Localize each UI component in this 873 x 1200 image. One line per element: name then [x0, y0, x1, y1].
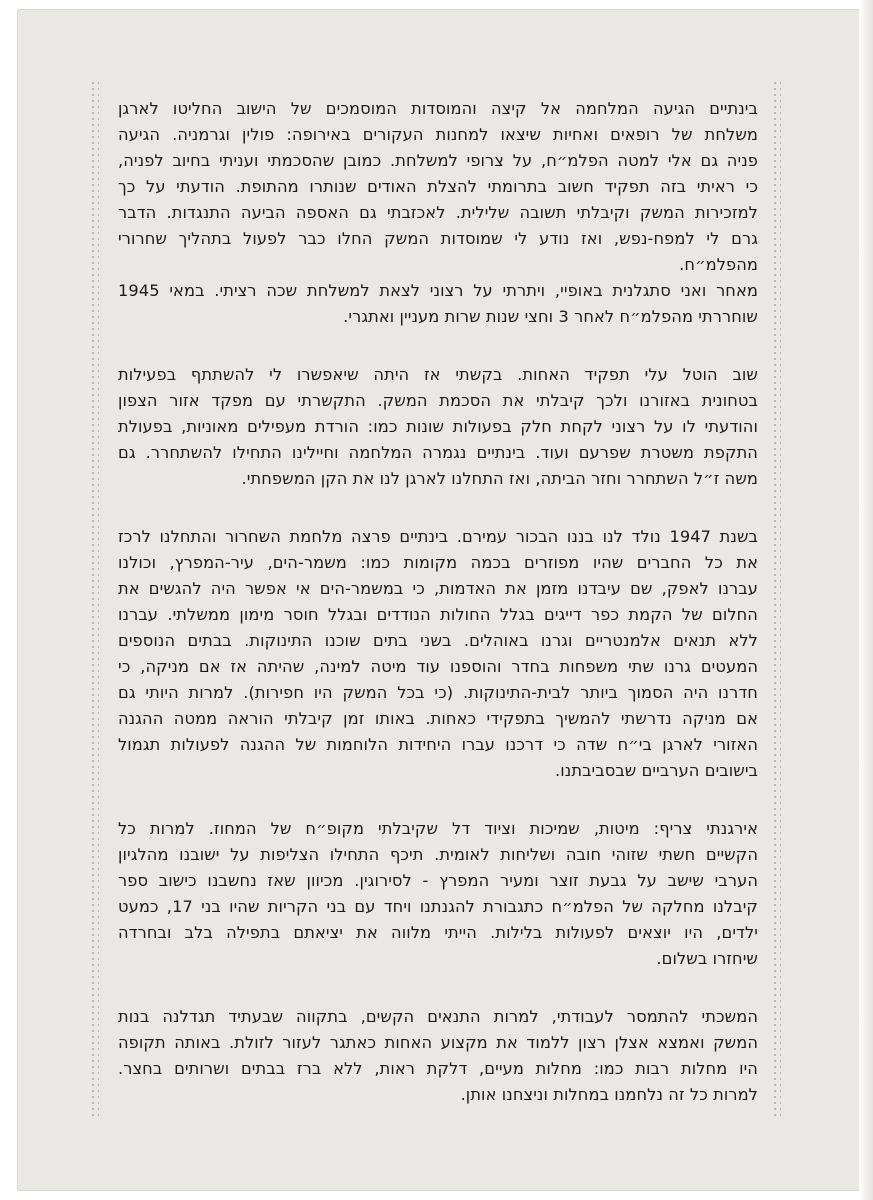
- text-line: את כל החברים שהיו מפוזרים בכמה מקומות כמו: משמר-הים, עיר-המפרץ, וכולנו: [118, 553, 758, 572]
- text-line: עברנו לאפק, שם עיבדנו מזמן את האדמות, כי במשמר-הים אי אפשר היה להגשים את: [118, 579, 758, 598]
- scan-edge: [859, 0, 873, 1200]
- text-line: שוב הוטל עלי תפקיד האחות. בקשתי אז היתה שיאפשרו לי להשתתף בפעילות: [118, 365, 758, 384]
- decorative-border-right: [772, 80, 781, 1120]
- text-line: הערבי שישב על גבעת זוצר ומעיר המפרץ - לסירוגין. מכיוון שאז נחשבנו כישוב ספר: [118, 871, 758, 890]
- text-line: היו מחלות רבות כמו: מחלות מעיים, דלקת ראות, ללא ברז בבתים ושרותים בחצר.: [118, 1059, 758, 1078]
- text-line: הקשיים חשתי שזוהי חובה ושליחות לאומית. תיכף התחילו הצליפות על ישובנו מהלגיון: [118, 845, 758, 864]
- text-line: החלום של הקמת כפר דייגים בגלל החולות הנודדים ובגלל חוסר מימון ממשלתי. עברנו: [118, 605, 758, 624]
- text-line: מאחר ואני סתגלנית באופיי, ויתרתי על רצוני לצאת למשלחת שכה רציתי. במאי 1945: [118, 281, 758, 300]
- text-line: משה ז״ל השתחרר וחזר הביתה, ואז התחלנו לארגן לנו את הקן המשפחתי.: [241, 469, 758, 488]
- text-line: למזכירות המשק וקיבלתי תשובה שלילית. לאכזבתי גם האספה הביעה התנגדות. הדבר: [118, 203, 758, 222]
- paragraph-gap: [118, 492, 758, 524]
- text-line: בשנת 1947 נולד לנו בננו הבכור עמירם. בינתיים פרצה מלחמת השחרור והתחלנו לרכז: [118, 527, 759, 546]
- paragraph-4: [118, 524, 758, 784]
- text-line: האזורי לארגן בי״ח שדה כי דרכנו עברו היחידות הלוחמות של ההגנה לפעולות תגמול: [118, 735, 758, 754]
- text-line: אירגנתי צריף: מיטות, שמיכות וציוד דל שקיבלתי מקופ״ח של המחוז. למרות כל: [118, 819, 758, 838]
- text-line: גרם לי למפח-נפש, ואז נודע לי שמוסדות המשק החלו כבר לפעול בתהליך שחרורי: [118, 229, 758, 248]
- paragraph-gap: [118, 972, 758, 1004]
- text-line: המשק ואמצא אצלן רצון ללמוד את מקצוע האחות כאתגר לעזור לזולת. באותה תקופה: [118, 1033, 758, 1052]
- text-line: המעטים גרנו שתי משפחות בחדר והוספנו עוד מיטה למינה, שהיתה אז אם מניקה, כי: [118, 657, 758, 676]
- decorative-border-left: [90, 80, 99, 1120]
- document-body: [118, 96, 758, 1108]
- text-line: התקפת משטרת שפרעם ועוד. בינתיים נגמרה המלחמה וחיילינו התחילו להשתחרר. גם: [118, 443, 758, 462]
- paragraph-5: [118, 816, 758, 972]
- text-line: משלחת של רופאים ואחיות שיצאו למחנות העקורים באירופה: פולין וגרמניה. הגיעה: [118, 125, 758, 144]
- text-line: פניה גם אלי למטה הפלמ״ח, על צרופי למשלחת. כמובן שהסכמתי ועניתי בחיוב לפניה,: [118, 151, 758, 170]
- paragraph-1: [118, 96, 758, 278]
- paragraph-2: [118, 278, 758, 330]
- text-line: ילדים, היו יוצאים לפעולות בלילות. הייתי מלווה את יציאתם בתפילה בלב ובחרדה: [118, 923, 758, 942]
- paragraph-gap: [118, 330, 758, 362]
- text-line: שוחררתי מהפלמ״ח לאחר 3 וחצי שנות שרות מעניין ואתגרי.: [343, 307, 758, 326]
- paragraph-3: [118, 362, 758, 492]
- text-line: בישובים הערביים שבסביבתנו.: [555, 761, 758, 780]
- text-line: חדרנו היה הסמוך ביותר לבית-התינוקות. (כי בכל המשק היו חפירות). למרות היותי גם: [118, 683, 758, 702]
- text-line: למרות כל זה נלחמנו במחלות וניצחנו אותן.: [460, 1085, 758, 1104]
- text-line: קיבלנו מחלקה של הפלמ״ח כתגבורת להגנתנו ויחד עם בני הקריות שהיו בני 17, כמעט: [118, 897, 758, 916]
- paragraph-gap: [118, 784, 758, 816]
- text-line: אם מניקה נדרשתי להמשיך בתפקידי כאחות. באותו זמן קיבלתי הוראה ממטה ההגנה: [118, 709, 758, 728]
- text-line: המשכתי להתמסר לעבודתי, למרות התנאים הקשים, בתקווה שבעתיד תגדלנה בנות: [118, 1007, 758, 1026]
- text-line: ללא תנאים אלמנטריים וגרנו באוהלים. בשני בתים שוכנו התינוקות. בבתים הנוספים: [118, 631, 758, 650]
- text-line: שיחזרו בשלום.: [656, 949, 758, 968]
- text-line: בטחונית באזורנו ולכך קיבלתי את הסכמת המשק. התקשרתי עם מפקד אזור הצפון: [118, 391, 758, 410]
- paragraph-6: [118, 1004, 758, 1108]
- text-line: כי ראיתי בזה תפקיד חשוב בתרומתי להצלת האודים שנותרו מהתופת. הודעתי על כך: [118, 177, 758, 196]
- text-line: בינתיים הגיעה המלחמה אל קיצה והמוסדות המוסמכים של הישוב החליטו לארגן: [118, 99, 758, 118]
- text-line: מהפלמ״ח.: [679, 255, 758, 274]
- text-line: והודעתי לו על רצוני לקחת חלק בפעולות שונות כמו: הורדת מעפילים מאוניות, בפעולת: [118, 417, 758, 436]
